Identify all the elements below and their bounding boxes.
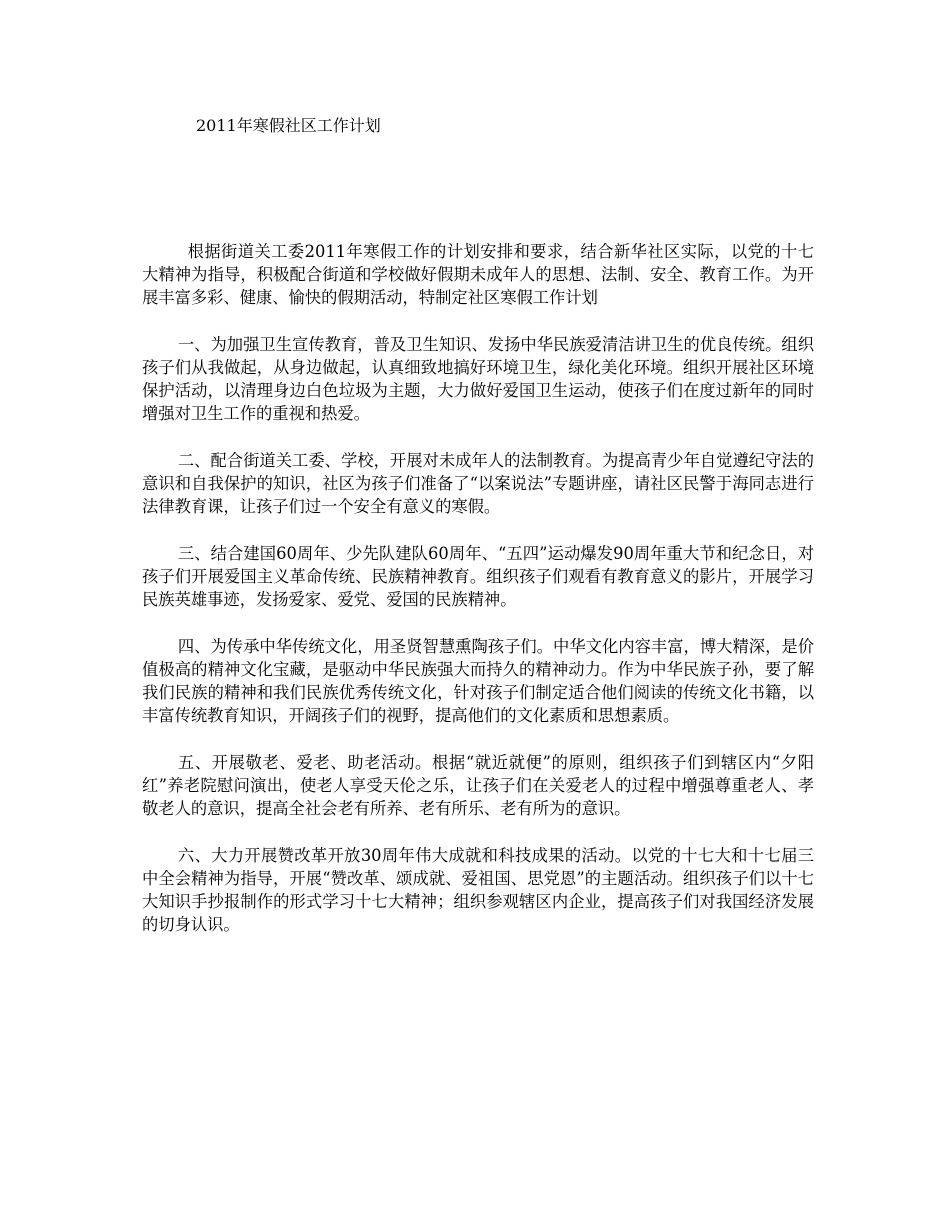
paragraph-section-5: 五、开展敬老、爱老、助老活动。根据“就近就便”的原则，组织孩子们到辖区内“夕阳红”养老院慰问演出，使老人享受天伦之乐，让孩子们在关爱老人的过程中增强尊重老人、孝敬老人的意识，提高全社会老有所养、老有所乐、老有所为的意识。	[142, 753, 814, 818]
paragraph-section-6: 六、大力开展赞改革开放30周年伟大成就和科技成果的活动。以党的十七大和十七届三中全会精神为指导，开展“赞改革、颂成就、爱祖国、思党恩”的主题活动。组织孩子们以十七大知识手抄报制作的形式学习十七大精神；组织参观辖区内企业，提高孩子们对我国经济发展的切身认识。	[142, 846, 814, 934]
paragraph-intro: 根据街道关工委2011年寒假工作的计划安排和要求，结合新华社区实际，以党的十七大精神为指导，积极配合街道和学校做好假期未成年人的思想、法制、安全、教育工作。为开展丰富多彩、健康、愉快的假期活动，特制定社区寒假工作计划	[142, 242, 814, 307]
paragraph-section-2: 二、配合街道关工委、学校，开展对未成年人的法制教育。为提高青少年自觉遵纪守法的意识和自我保护的知识，社区为孩子们准备了“以案说法”专题讲座，请社区民警于海同志进行法律教育课，让孩子们过一个安全有意义的寒假。	[142, 451, 814, 516]
paragraph-section-3: 三、结合建国60周年、少先队建队60周年、“五四”运动爆发90周年重大节和纪念日，对孩子们开展爱国主义革命传统、民族精神教育。组织孩子们观看有教育意义的影片，开展学习民族英雄事迹，发扬爱家、爱党、爱国的民族精神。	[142, 544, 814, 609]
paragraph-section-1: 一、为加强卫生宣传教育，普及卫生知识、发扬中华民族爱清洁讲卫生的优良传统。组织孩子们从我做起，从身边做起，认真细致地搞好环境卫生，绿化美化环境。组织开展社区环境保护活动，以清理身边白色垃圾为主题，大力做好爱国卫生运动，使孩子们在度过新年的同时增强对卫生工作的重视和热爱。	[142, 335, 814, 423]
document-body	[142, 240, 814, 960]
document-title: 2011年寒假社区工作计划	[196, 116, 381, 135]
paragraph-section-4: 四、为传承中华传统文化，用圣贤智慧熏陶孩子们。中华文化内容丰富，博大精深，是价值极高的精神文化宝藏，是驱动中华民族强大而持久的精神动力。作为中华民族子孙，要了解我们民族的精神和我们民族优秀传统文化，针对孩子们制定适合他们阅读的传统文化书籍，以丰富传统教育知识，开阔孩子们的视野，提高他们的文化素质和思想素质。	[142, 637, 814, 725]
